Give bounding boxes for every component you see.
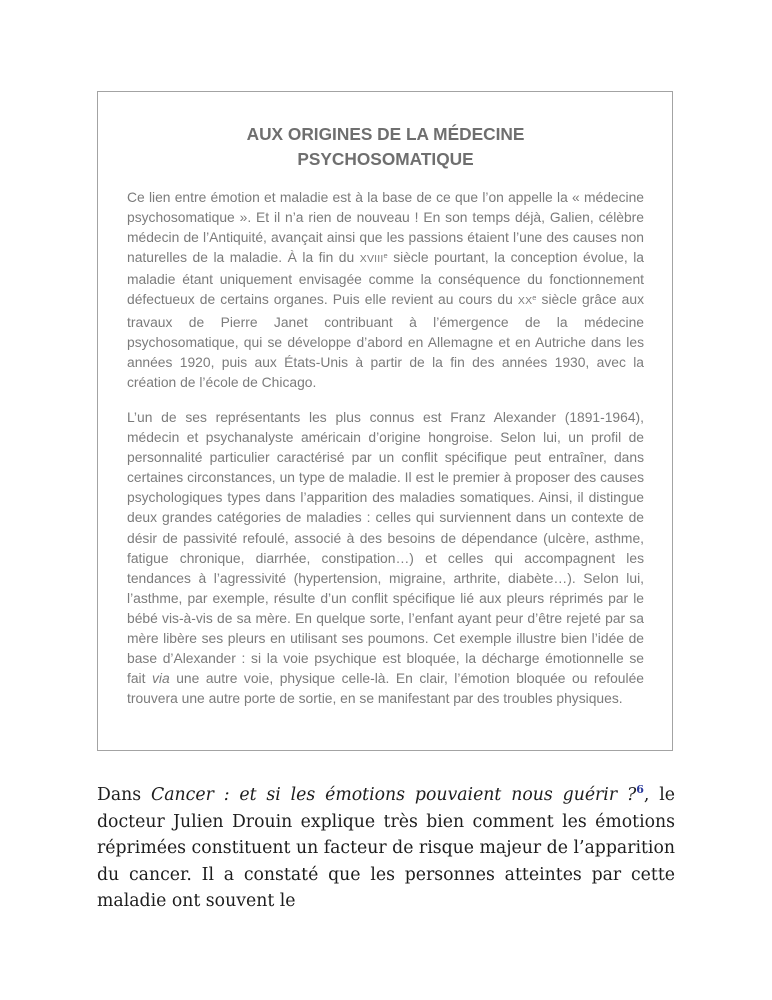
body-paragraph: [97, 782, 675, 915]
footnote-reference[interactable]: 6: [636, 783, 644, 796]
box-paragraph-1-part-a: Ce lien entre émotion et maladie est à la base de ce que l’on appelle la « médecine psychosomatique ». Et il n’a rien de nouveau ! En son temps déjà, Galien, célèbre médecin de l’Antiquité, avançait ainsi que les passions étaient l’une des causes non naturelles de la maladie. À la fin du: [127, 189, 644, 266]
book-title: Cancer : et si les émotions pouvaient nous guérir ?: [151, 785, 637, 805]
century-xx: XX: [517, 295, 533, 308]
italic-via: via: [152, 670, 170, 687]
century-xviii-sup: e: [383, 251, 388, 261]
body-intro: Dans: [97, 785, 152, 805]
box-paragraph-2: [127, 407, 644, 708]
box-title-line-2: PSYCHOSOMATIQUE: [297, 149, 474, 169]
box-paragraph-1-part-c: siècle grâce aux travaux de Pierre Janet contribuant à l’émergence de la médecine psychosomatique, qui se développe d’abord en Allemagne et en Autriche dans les années 1920, puis aux États-Unis à partir de la fin des années 1930, avec la création de l’école de Chicago.: [127, 291, 645, 390]
box-title: [127, 122, 644, 172]
box-paragraph-1: [127, 187, 644, 392]
box-paragraph-2-part-a: L’un de ses représentants les plus connus est Franz Alexander (1891-1964), médecin et psychanalyste américain d’origine hongroise. Selon lui, un profil de personnalité particulier caractérisé par un conflit spécifique peut entraîner, dans certaines circonstances, un type de maladie. Il est le premier à proposer des causes psychologiques types dans l’apparition des maladies somatiques. Ainsi, il distingue deux grandes catégories de maladies : celles qui surviennent dans un contexte de désir de passivité refoulé, associé à des besoins de dépendance (ulcère, asthme, fatigue chronique, diarrhée, constipation…) et celles qui accompagnent les tendances à l’agressivité (hypertension, migraine, arthrite, diabète…). Selon lui, l’asthme, par exemple, résulte d’un conflit spécifique lié aux pleurs réprimés par le bébé vis-à-vis de sa mère. En quelque sorte, l’enfant ayant peur d’être rejeté par sa mère libère ses pleurs en utilisant ses poumons. Cet exemple illustre bien l’idée de base d’Alexander : si la voie psychique est bloquée, la décharge émotionnelle se fait: [127, 408, 644, 687]
century-xviii: XVIII: [359, 253, 384, 266]
body-rest: , le docteur Julien Drouin explique très bien comment les émotions réprimées constituent un facteur de risque majeur de l’apparition du cancer. Il a constaté que les personnes atteintes par cette maladie ont souvent le: [97, 785, 675, 912]
sidebar-box: [97, 91, 673, 751]
box-title-line-1: AUX ORIGINES DE LA MÉDECINE: [246, 124, 525, 144]
box-paragraph-1-part-b: siècle pourtant, la conception évolue, la maladie étant uniquement envisagée comme la conséquence du fonctionnement défectueux de certains organes. Puis elle revient au cours du: [127, 249, 644, 308]
box-paragraph-2-part-b: une autre voie, physique celle-là. En clair, l’émotion bloquée ou refoulée trouvera une autre porte de sortie, en se manifestant par des troubles physiques.: [127, 670, 644, 707]
century-xx-sup: e: [532, 293, 537, 303]
